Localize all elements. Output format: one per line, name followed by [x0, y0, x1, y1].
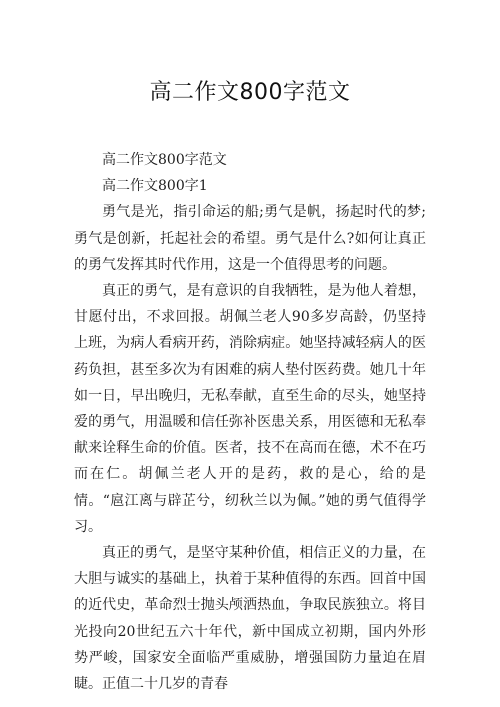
paragraph: 勇气是光，指引命运的船;勇气是帆，扬起时代的梦;勇气是创新，托起社会的希望。勇气是什么?如何让真正的勇气发挥其时代作用，这是一个值得思考的问题。	[74, 204, 426, 273]
document-body	[74, 147, 426, 697]
document-title: 高二作文800字范文	[149, 80, 351, 105]
paragraph: 真正的勇气，是坚守某种价值，相信正义的力量，在大胆与诚实的基础上，执着于某种值得的东西。回首中国的近代史，革命烈士抛头颅洒热血，争取民族独立。将目光投向20世纪五六十年代，新中国成立初期，国内外形势严峻，国家安全面临严重威胁，增强国防力量迫在眉睫。正值二十几岁的青春	[74, 545, 426, 693]
paragraph: 真正的勇气，是有意识的自我牺牲，是为他人着想，甘愿付出，不求回报。胡佩兰老人90多岁高龄，仍坚持上班，为病人看病开药，消除病症。她坚持减轻病人的医药负担，甚至多次为有困难的病人垫付医药费。她几十年如一日，早出晚归，无私奉献，直至生命的尽头，她坚持爱的勇气，用温暖和信任弥补医患关系，用医德和无私奉献来诠释生命的价值。医者，技不在高而在德，术不在巧而在仁。胡佩兰老人开的是药，救的是心，给的是情。“扈江离与辟芷兮，纫秋兰以为佩。”她的勇气值得学习。	[74, 283, 426, 535]
paragraph-heading: 高二作文800字范文	[102, 152, 227, 168]
paragraph-subheading: 高二作文800字1	[102, 178, 208, 195]
